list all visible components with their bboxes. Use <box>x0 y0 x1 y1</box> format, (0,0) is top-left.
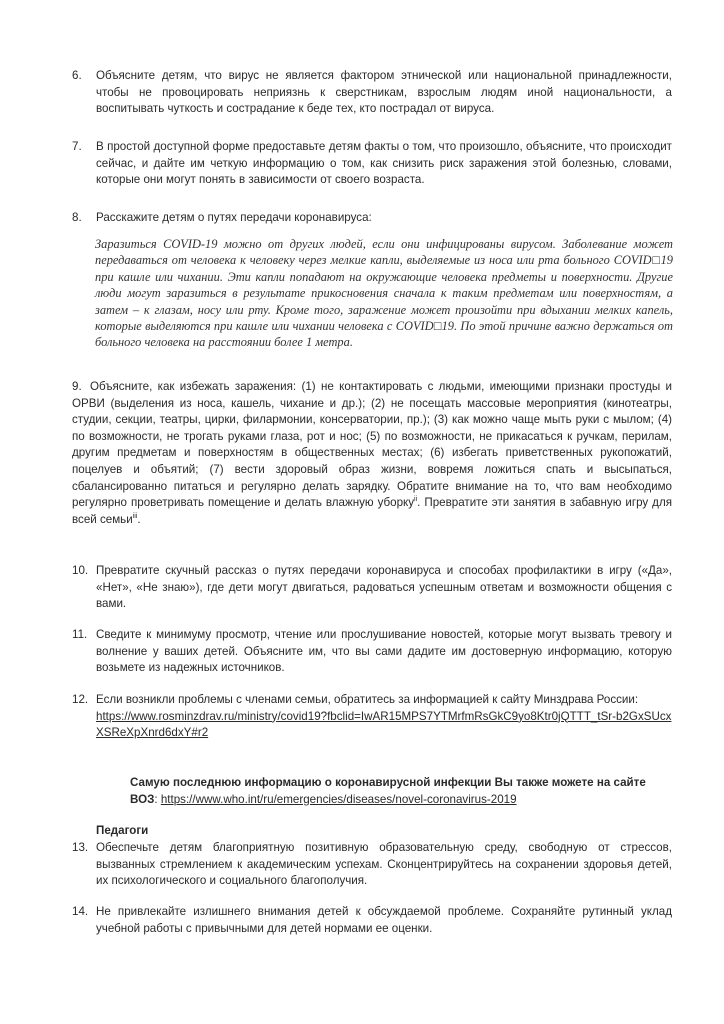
list-item-8 <box>72 210 672 227</box>
item-text: В простой доступной форме предоставьте детям факты о том, что произошло, объясните, что происходит сейчас, и дайте им четкую информацию о том, как снизить риск заражения этой болезнью, словами, которые они могут понять в зависимости от своего возраста. <box>96 140 672 187</box>
item-text: Не привлекайте излишнего внимания детей к обсуждаемой проблеме. Сохраняйте рутинный уклад учебной работы с привычными для детей нормами ее оценки. <box>96 905 672 935</box>
who-link[interactable]: https://www.who.int/ru/emergencies/diseases/novel-coronavirus-2019 <box>160 792 517 806</box>
list-item-12 <box>72 692 672 742</box>
item-number: 7. <box>72 140 82 153</box>
list-item-11 <box>72 627 672 677</box>
list-item-7 <box>72 139 672 189</box>
item-text-part: Объясните, как избежать заражения: (1) не контактировать с людьми, имеющими признаки простуды и ОРВИ (выделения из носа, кашель, чихание и др.); (2) не посещать массовые мероприятия (кинотеатры, студии, секции, театры, цирки, филармонии, консерватории, пр.); (3) как можно чаще мыть руки с мылом; (4) по возможности, не трогать руками глаза, рот и нос; (5) по возможности, не прикасаться к ручкам, перилам, другим предметам и поверхностям в общественных местах; (6) избегать приветственных рукопожатий, поцелуев и объятий; (7) вести здоровый образ жизни, вовремя ложиться спать и высыпаться, сбалансированно питаться и регулярно делать зарядку. Обратите внимание на то, что вам необходимо регулярно проветривать помещение и делать влажную уборку <box>72 380 672 510</box>
who-note <box>130 775 675 808</box>
footnote-marker: ii <box>414 496 418 504</box>
item-number: 8. <box>72 211 82 224</box>
item-number: 13. <box>72 841 89 854</box>
item-number: 6. <box>72 69 82 82</box>
item-text: Расскажите детям о путях передачи коронавируса: <box>96 211 372 224</box>
who-note-text: Самую последнюю информацию о коронавирусной инфекции Вы также можете на сайте ВОЗ <box>130 776 646 806</box>
list-item-9 <box>72 379 672 528</box>
item-number: 14. <box>72 905 89 918</box>
item-number: 10. <box>72 564 89 577</box>
item-text-part: . <box>137 512 141 526</box>
who-note-colon: : <box>154 792 161 806</box>
item-text: Превратите скучный рассказ о путях передачи коронавируса и способах профилактики в игру («Да», «Нет», «Не знаю»), где дети могут двигаться, радоваться успешным ответам и возможности общения с вами. <box>96 564 672 611</box>
list-item-13 <box>72 840 672 890</box>
footnote-marker: iii <box>132 512 138 520</box>
item-number: 9. <box>72 380 82 393</box>
transmission-quote: Заразиться COVID-19 можно от других людей, если они инфицированы вирусом. Заболевание может передаваться от человека к человеку через мелкие капли, выделяемые из носа или рта больного COVID□19 при кашле или чихании. Эти капли попадают на окружающие человека предметы и поверхности. Другие люди могут заразиться в результате прикосновения сначала к таким предметам или поверхностям, а затем – к глазам, носу или рту. Кроме того, заражение может произойти при вдыхании мелких капель, которые выделяются при кашле или чихании человека с COVID□19. По этой причине важно держаться от больного человека на расстоянии более 1 метра. <box>95 237 673 350</box>
list-item-10 <box>72 563 672 613</box>
minzdrav-link[interactable]: https://www.rosminzdrav.ru/ministry/covid19?fbclid=IwAR15MPS7YTMrfmRsGkC9yo8Ktr0jQTTT_tSr-b2GxSUcxXSReXpXnrd6dxY#r2 <box>96 709 672 740</box>
item-text-part: . Превратите эти занятия в забавную игру для всей семьи <box>72 496 672 526</box>
minzdrav-link-wrap <box>96 709 672 742</box>
item-text <box>72 379 672 528</box>
item-number: 12. <box>72 693 89 706</box>
item-text: Обеспечьте детям благоприятную позитивную образовательную среду, свободную от стрессов, вызванных стремлением к академическим успехам. Сконцентрируйтесь на сохранении здоровья детей, их психологического и социального благополучия. <box>96 841 672 888</box>
list-item-6 <box>72 68 672 118</box>
item-text: Объясните детям, что вирус не является фактором этнической или национальной принадлежности, чтобы не провоцировать неприязнь к сверстникам, взрослым людям иной национальности, а воспитывать чуткость и сострадание к беде тех, кто пострадал от вируса. <box>96 69 672 116</box>
item-text: Если возникли проблемы с членами семьи, обратитесь за информацией к сайту Минздрава России: <box>96 693 639 706</box>
item-number: 11. <box>72 628 88 641</box>
list-item-14 <box>72 904 672 937</box>
section-heading-teachers: Педагоги <box>96 824 149 837</box>
item-text: Сведите к минимуму просмотр, чтение или прослушивание новостей, которые могут вызвать тревогу и волнение у ваших детей. Объясните им, что вы сами дадите им достоверную информацию, которую возьмете из надежных источников. <box>96 628 672 675</box>
